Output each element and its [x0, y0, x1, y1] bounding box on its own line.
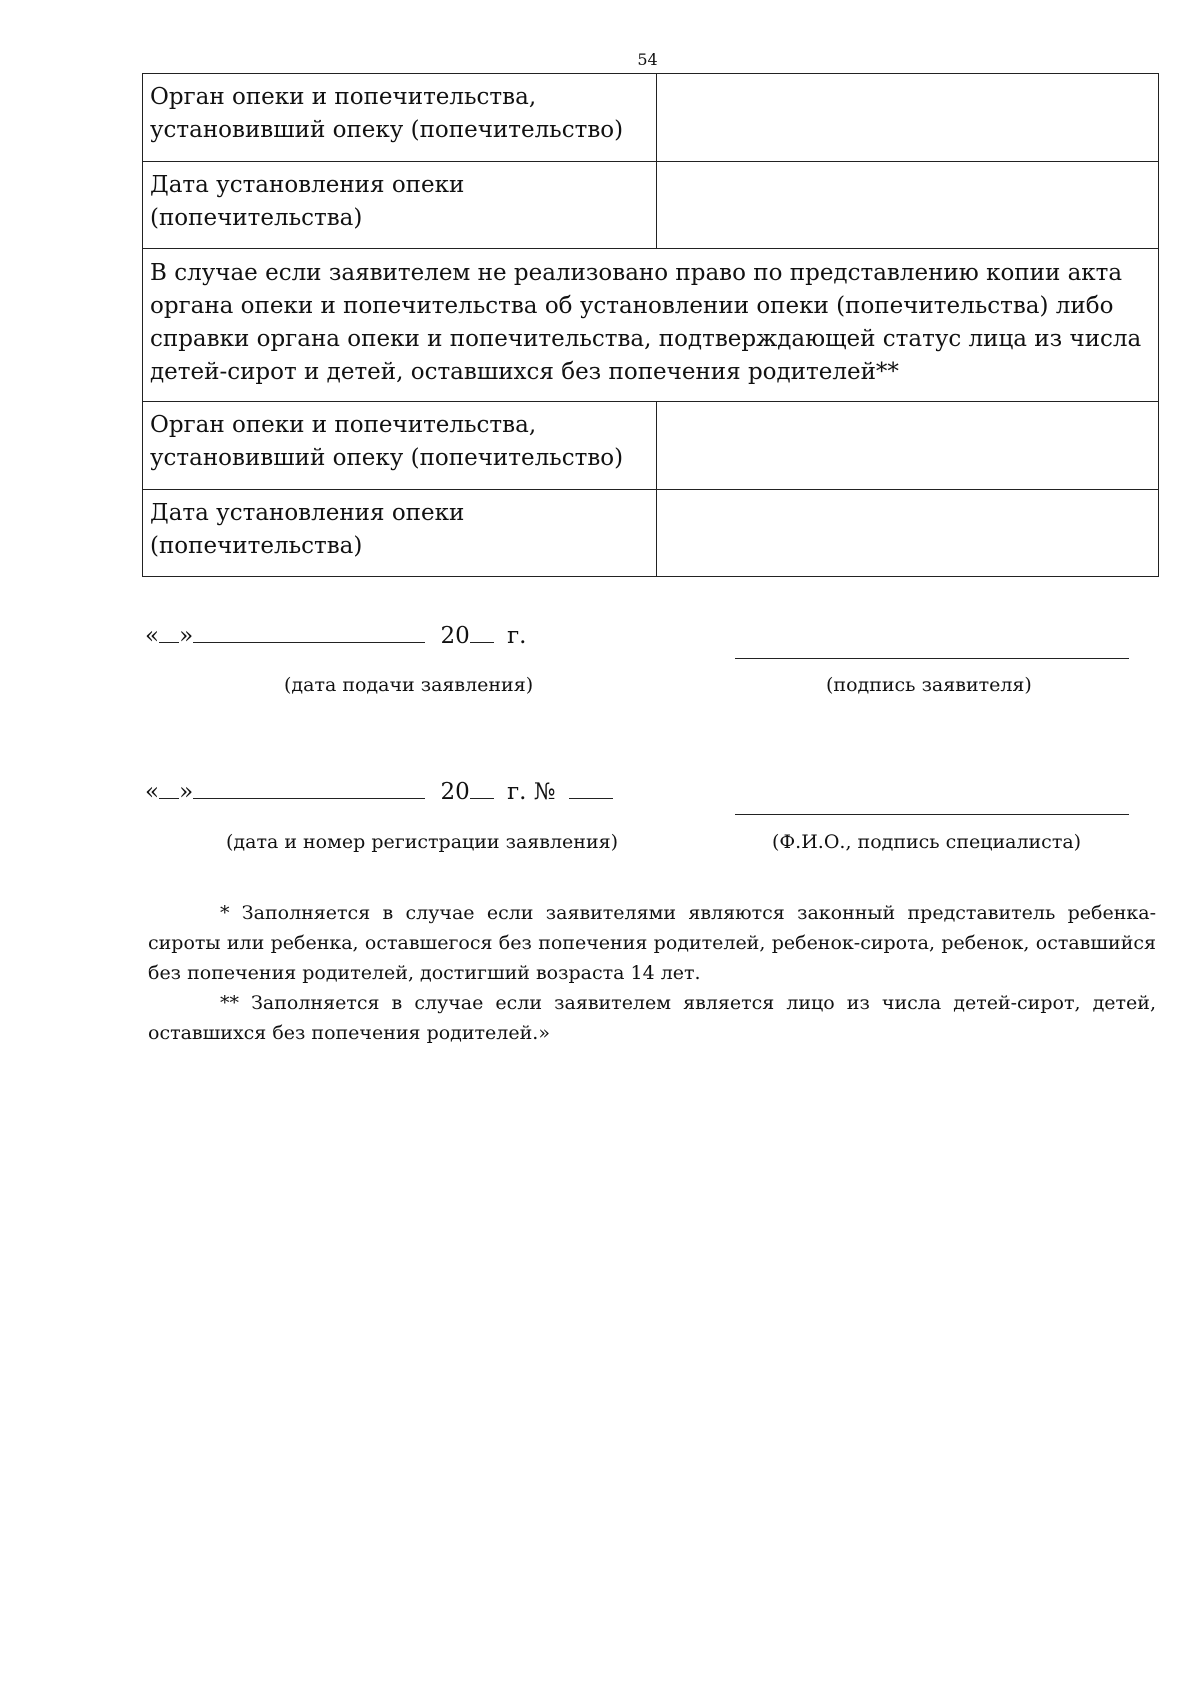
specialist-signature-line[interactable] [735, 814, 1129, 815]
page-number: 54 [637, 50, 658, 69]
registration-number-field[interactable] [569, 776, 613, 799]
table-row [143, 74, 1159, 162]
table-row [143, 162, 1159, 249]
year-field[interactable] [470, 776, 494, 799]
day-field[interactable] [159, 776, 179, 799]
table-row [143, 490, 1159, 577]
open-quote: « [145, 779, 160, 805]
guardianship-date-field[interactable] [657, 162, 1159, 249]
month-field[interactable] [193, 776, 425, 799]
conditional-note: В случае если заявителем не реализовано право по представлению копии акта органа опеки и попечительства об установлении опеки (попечительства) либо справки органа опеки и попечительства, подтверждающей статус лица из числа детей-сирот и детей, оставшихся без попечения родителей** [143, 249, 1159, 402]
registration-line [145, 776, 613, 807]
guardianship-authority-field[interactable] [657, 74, 1159, 162]
close-quote: » [179, 779, 194, 805]
year-prefix: 20 [440, 623, 470, 649]
specialist-signature-caption: (Ф.И.О., подпись специалиста) [772, 831, 1082, 853]
guardianship-date-label: Дата установления опеки (попечительства) [143, 162, 657, 249]
month-field[interactable] [193, 620, 425, 643]
year-prefix: 20 [440, 779, 470, 805]
registration-caption: (дата и номер регистрации заявления) [226, 831, 619, 853]
footnotes [148, 898, 1156, 1048]
table-row [143, 402, 1159, 490]
applicant-signature-caption: (подпись заявителя) [826, 674, 1032, 696]
guardianship-authority-field[interactable] [657, 402, 1159, 490]
day-field[interactable] [159, 620, 179, 643]
open-quote: « [145, 623, 160, 649]
footnote: ** Заполняется в случае если заявителем является лицо из числа детей-сирот, детей, оставшихся без попечения родителей.» [148, 992, 1156, 1044]
application-date-caption: (дата подачи заявления) [284, 674, 534, 696]
table-row [143, 249, 1159, 402]
year-suffix: г. [507, 623, 527, 649]
guardianship-table [142, 73, 1159, 577]
guardianship-authority-label: Орган опеки и попечительства, установивший опеку (попечительство) [143, 74, 657, 162]
footnote: * Заполняется в случае если заявителями являются законный представитель ребенка-сироты или ребенка, оставшегося без попечения родителей, ребенок-сирота, ребенок, оставшийся без попечения родителей, достигший возраста 14 лет. [148, 902, 1156, 984]
guardianship-date-field[interactable] [657, 490, 1159, 577]
applicant-signature-line[interactable] [735, 658, 1129, 659]
guardianship-authority-label: Орган опеки и попечительства, установивший опеку (попечительство) [143, 402, 657, 490]
application-date-line [145, 620, 526, 651]
guardianship-date-label: Дата установления опеки (попечительства) [143, 490, 657, 577]
year-suffix: г. № [507, 779, 556, 805]
year-field[interactable] [470, 620, 494, 643]
close-quote: » [179, 623, 194, 649]
